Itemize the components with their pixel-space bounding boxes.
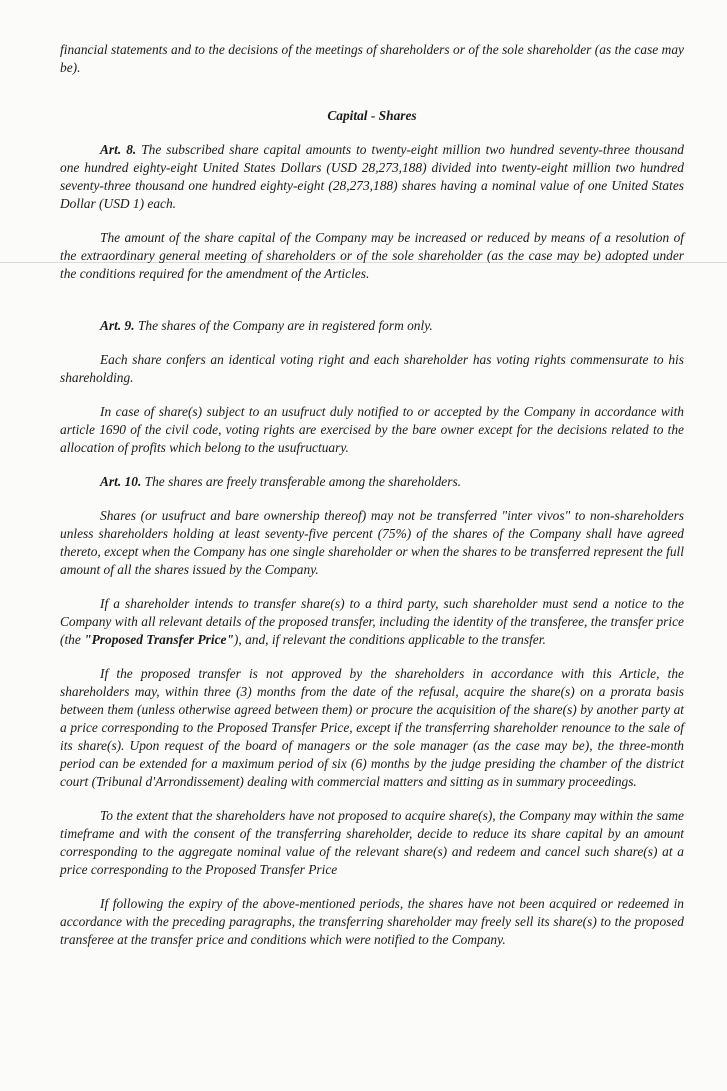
document-page [60, 41, 684, 949]
art10-p3-after: ), and, if relevant the conditions applicable to the transfer. [233, 632, 546, 647]
art10-paragraph-3 [60, 595, 684, 649]
art10-paragraph-5: To the extent that the shareholders have not proposed to acquire share(s), the Company may within the same timeframe and with the consent of the transferring shareholder, decide to reduce its share capital by an amount corresponding to the aggregate nominal value of the relevant share(s) and redeem and cancel such share(s) at a price corresponding to the Proposed Transfer Price [60, 808, 684, 877]
art8-paragraph-2: The amount of the share capital of the Company may be increased or reduced by means of a resolution of the extraordinary general meeting of shareholders or of the sole shareholder (as the case may be) adopted under the conditions required for the amendment of the Articles. [60, 230, 684, 281]
section-heading: Capital - Shares [327, 108, 417, 123]
art9-label: Art. 9. [100, 318, 135, 333]
art10-text: The shares are freely transferable among the shareholders. [141, 474, 462, 489]
art9-paragraph [60, 317, 684, 335]
defined-term: "Proposed Transfer Price" [84, 632, 234, 647]
art10-p3-before: If a shareholder intends to transfer share(s) to a third party, such shareholder must send a notice to the Company with all relevant details of the proposed transfer, including the identity of the transferee, the transfer price (the [60, 596, 684, 647]
intro-fragment: financial statements and to the decisions of the meetings of shareholders or of the sole shareholder (as the case may be). [60, 42, 684, 75]
art9-paragraph-3: In case of share(s) subject to an usufruct duly notified to or accepted by the Company in accordance with article 1690 of the civil code, voting rights are exercised by the bare owner except for the decisions related to the allocation of profits which belong to the usufructuary. [60, 404, 684, 455]
art9-paragraph-2: Each share confers an identical voting right and each shareholder has voting rights commensurate to his shareholding. [60, 352, 684, 385]
art10-paragraph-4: If the proposed transfer is not approved by the shareholders in accordance with this Article, the shareholders may, within three (3) months from the date of the refusal, acquire the share(s) on a prorata basis between them (unless otherwise agreed between them) or procure the acquisition of the share(s) by another party at a price corresponding to the Proposed Transfer Price, except if the transferring shareholder renounce to the sale of its share(s). Upon request of the board of managers or the sole manager (as the case may be), the three-month period can be extended for a maximum period of six (6) months by the judge presiding the chamber of the district court (Tribunal d'Arrondissement) dealing with commercial matters and sitting as in summary proceedings. [60, 666, 684, 789]
art8-text: The subscribed share capital amounts to twenty-eight million two hundred seventy-three thousand one hundred eighty-eight United States Dollars (USD 28,273,188) divided into twenty-eight million two hundred seventy-three thousand one hundred eighty-eight (28,273,188) shares having a nominal value of one United States Dollar (USD 1) each. [60, 142, 684, 211]
art10-paragraph-6: If following the expiry of the above-mentioned periods, the shares have not been acquired or redeemed in accordance with the preceding paragraphs, the transferring shareholder may freely sell its share(s) to the proposed transferee at the transfer price and conditions which were notified to the Company. [60, 896, 684, 947]
art10-label: Art. 10. [100, 474, 142, 489]
art10-paragraph [60, 473, 684, 491]
art8-label: Art. 8. [100, 142, 137, 157]
art8-paragraph [60, 141, 684, 213]
art10-paragraph-2: Shares (or usufruct and bare ownership thereof) may not be transferred "inter vivos" to non-shareholders unless shareholders holding at least seventy-five percent (75%) of the shares of the Company shall have agreed thereto, except when the Company has one single shareholder or when the shares to be transferred represent the full amount of all the shares issued by the Company. [60, 508, 684, 577]
art9-text: The shares of the Company are in registered form only. [134, 318, 433, 333]
